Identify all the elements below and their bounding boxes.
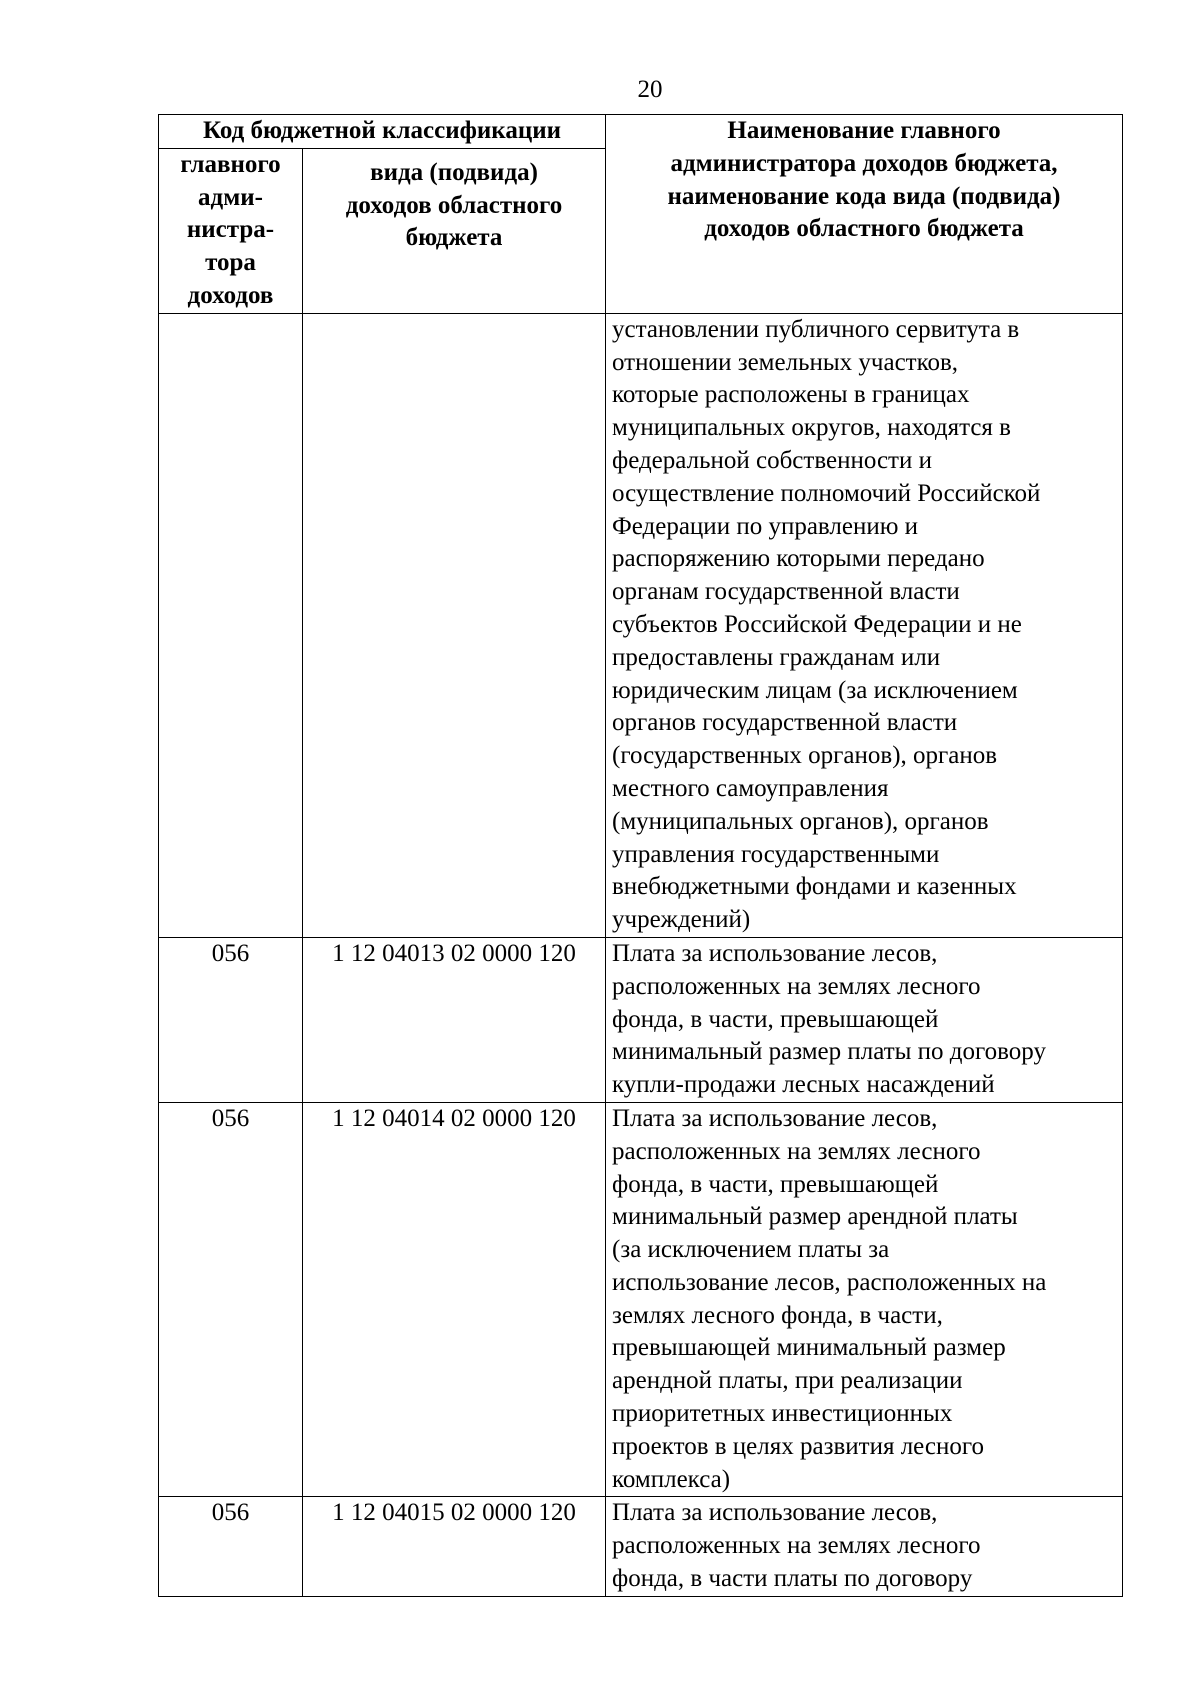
name-line: Федерации по управлению и [612, 512, 919, 540]
name-line: распоряжению которыми передано [612, 545, 985, 573]
header-admin-line: доходов [187, 281, 274, 309]
name-line: приоритетных инвестиционных [612, 1400, 953, 1428]
name-line: минимальный размер платы по договору [612, 1038, 1046, 1066]
admin-code-cell: 056 [159, 937, 303, 1102]
name-line: арендной платы, при реализации [612, 1367, 963, 1395]
budget-classification-table [158, 114, 1123, 1597]
name-line: превышающей минимальный размер [612, 1334, 1006, 1362]
name-line: (муниципальных органов), органов [612, 807, 989, 835]
name-line: федеральной собственности и [612, 446, 932, 474]
header-kind-line: вида (подвида) [370, 158, 538, 186]
table-row [159, 313, 1123, 937]
name-line: расположенных на землях лесного [612, 1137, 981, 1165]
name-line: минимальный размер арендной платы [612, 1203, 1018, 1231]
revenue-code-cell [303, 313, 606, 937]
revenue-name-cell [606, 937, 1123, 1102]
table-row [159, 1102, 1123, 1497]
revenue-code-cell: 1 12 04013 02 0000 120 [303, 937, 606, 1102]
name-line: комплекса) [612, 1465, 731, 1493]
header-row-group [159, 115, 1123, 149]
name-line: учреждений) [612, 906, 751, 934]
header-name-line: администратора доходов бюджета, [670, 149, 1058, 177]
name-line: органов государственной власти [612, 709, 958, 737]
revenue-code-cell: 1 12 04015 02 0000 120 [303, 1497, 606, 1596]
table-body [159, 115, 1123, 1597]
header-admin-line: адми- [198, 183, 263, 211]
header-name-line: доходов областного бюджета [704, 215, 1024, 243]
name-line: купли-продажи лесных насаждений [612, 1071, 995, 1099]
name-line: (за исключением платы за [612, 1236, 890, 1264]
name-line: фонда, в части, превышающей [612, 1005, 939, 1033]
header-group-title: Код бюджетной классификации [202, 117, 562, 144]
header-admin-line: тора [205, 249, 256, 277]
page-number-text: 20 [637, 76, 663, 103]
header-name-line: Наименование главного [727, 117, 1001, 144]
name-line: установлении публичного сервитута в [612, 315, 1020, 343]
name-line: осуществление полномочий Российской [612, 479, 1041, 507]
header-name-cell [606, 115, 1123, 314]
name-line: предоставлены гражданам или [612, 643, 941, 671]
name-line: фонда, в части, превышающей [612, 1170, 939, 1198]
header-kind-line: доходов областного [345, 191, 563, 219]
name-line: Плата за использование лесов, [612, 1104, 938, 1132]
admin-code-cell: 056 [159, 1497, 303, 1596]
name-line: субъектов Российской Федерации и не [612, 610, 1022, 638]
page-number [0, 76, 1200, 104]
admin-code-cell [159, 313, 303, 937]
table-row [159, 1497, 1123, 1596]
name-line: фонда, в части платы по договору [612, 1565, 973, 1593]
name-line: муниципальных округов, находятся в [612, 414, 1011, 442]
name-line: которые расположены в границах [612, 381, 970, 409]
name-line: внебюджетными фондами и казенных [612, 873, 1017, 901]
name-line: использование лесов, расположенных на [612, 1268, 1047, 1296]
header-kind-line: бюджета [405, 224, 503, 252]
name-line: (государственных органов), органов [612, 742, 998, 770]
header-kind-cell [303, 148, 606, 313]
name-line: управления государственными [612, 840, 940, 868]
revenue-name-cell [606, 313, 1123, 937]
header-admin-cell [159, 148, 303, 313]
name-line: органам государственной власти [612, 578, 960, 606]
name-line: Плата за использование лесов, [612, 1499, 938, 1527]
revenue-code-cell: 1 12 04014 02 0000 120 [303, 1102, 606, 1497]
name-line: расположенных на землях лесного [612, 972, 981, 1000]
name-line: проектов в целях развития лесного [612, 1432, 985, 1460]
header-admin-line: главного [180, 150, 281, 178]
name-line: землях лесного фонда, в части, [612, 1301, 943, 1329]
revenue-name-cell [606, 1102, 1123, 1497]
name-line: расположенных на землях лесного [612, 1532, 981, 1560]
admin-code-cell: 056 [159, 1102, 303, 1497]
header-admin-line: нистра- [186, 216, 275, 244]
header-name-line: наименование кода вида (подвида) [667, 182, 1061, 210]
name-line: местного самоуправления [612, 774, 889, 802]
name-line: Плата за использование лесов, [612, 939, 938, 967]
name-line: юридическим лицам (за исключением [612, 676, 1018, 704]
table-row [159, 937, 1123, 1102]
name-line: отношении земельных участков, [612, 348, 959, 376]
revenue-name-cell [606, 1497, 1123, 1596]
header-group-cell [159, 115, 606, 149]
